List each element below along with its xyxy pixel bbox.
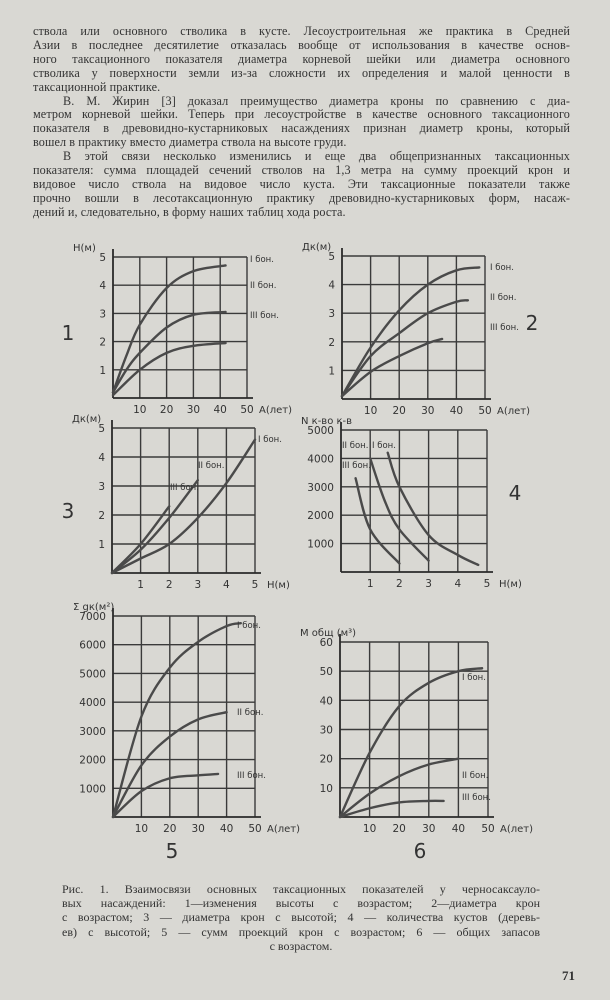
y-tick-label: 7000 (79, 611, 106, 623)
chart-panel-1 (62, 243, 292, 416)
x-tick-label: 30 (422, 823, 436, 835)
body-line: таксационной практике. (33, 79, 161, 94)
x-tick-label: 50 (248, 823, 262, 835)
panel-number: 3 (61, 499, 75, 523)
x-tick-label: 40 (449, 405, 464, 417)
panel-number: 6 (413, 839, 427, 863)
x-tick-label: 50 (481, 823, 495, 835)
chart-panel-5 (73, 602, 300, 863)
series-label: I бон. (237, 621, 261, 631)
body-line: стволика у поверхности земли из-за сложности их определения и малой ценности в (33, 65, 570, 80)
body-line: ного таксационного показателя диаметра корневой шейки или диаметра основного (33, 51, 570, 66)
series-label: III бон. (462, 793, 491, 803)
series-label: III бон. (237, 771, 266, 781)
body-line: показателя в древовидно-кустарниковых насаждениях признан диаметр кроны, который (33, 121, 570, 136)
x-tick-label: 4 (454, 578, 462, 590)
body-line: видовое число ствола на видовое число куста. Эти таксационные показатели также (33, 176, 570, 191)
x-tick-label: 10 (363, 405, 378, 417)
body-line: В. М. Жирин [3] доказал преимущество диаметра кроны по сравнению с диа- (63, 93, 570, 108)
y-tick-label: 1 (99, 364, 106, 377)
y-axis-label: Дк(м) (72, 414, 102, 425)
series-label: II бон. (250, 281, 277, 291)
panel-number: 1 (61, 321, 75, 345)
chart-panel-3 (62, 414, 290, 591)
x-tick-label: 30 (186, 404, 201, 416)
y-tick-label: 2 (328, 336, 335, 349)
y-tick-label: 50 (319, 666, 333, 679)
x-tick-label: 1 (366, 578, 374, 590)
y-tick-label: 5000 (307, 425, 334, 437)
panel-number: 4 (508, 481, 522, 505)
series-line (113, 265, 226, 392)
y-tick-label: 4000 (307, 453, 334, 466)
chart-panel-6 (300, 628, 533, 863)
x-tick-label: 20 (392, 405, 406, 417)
body-line: прочно вошли в лесотаксационную практику древовидно-кустарниковых форм, насаж- (33, 190, 570, 205)
y-tick-label: 5 (99, 252, 106, 264)
x-tick-label: 2 (165, 579, 173, 591)
y-tick-label: 1000 (79, 783, 106, 796)
x-tick-label: 2 (396, 578, 403, 590)
body-line: дений и, следовательно, в форму наших таблиц хода роста. (33, 204, 346, 219)
series-label: III бон. (250, 311, 279, 321)
y-tick-label: 4 (99, 280, 106, 293)
x-axis-label: A(лет) (267, 824, 301, 835)
y-tick-label: 2 (98, 510, 105, 522)
series-label: I бон. (462, 673, 486, 683)
caption-line: с возрастом; 3 — диаметра крон с высотой; 4 — количества кустов (деревь- (62, 910, 540, 925)
x-tick-label: 5 (483, 578, 491, 590)
caption-line: Рис. 1. Взаимосвязи основных таксационных показателей у черносаксауло- (62, 882, 540, 896)
x-tick-label: 3 (194, 579, 202, 591)
y-axis-label: M общ (м³) (300, 628, 357, 639)
x-axis-label: H(м) (499, 579, 522, 590)
series-line (342, 300, 468, 396)
series-label: I бон. (372, 441, 396, 451)
body-line: ствола или основного стволика в кусте. Лесоустроительная же практика в Средней (33, 24, 570, 38)
y-tick-label: 1 (328, 365, 335, 378)
y-tick-label: 3 (98, 481, 105, 493)
y-tick-label: 2000 (79, 754, 106, 767)
series-label: II бон. (462, 771, 489, 781)
x-tick-label: 10 (133, 404, 147, 416)
y-tick-label: 2 (99, 336, 106, 349)
y-tick-label: 3 (328, 308, 335, 321)
x-axis-label: A(лет) (497, 406, 531, 417)
y-tick-label: 1 (98, 539, 105, 551)
x-tick-label: 40 (451, 823, 466, 835)
x-tick-label: 10 (362, 823, 377, 835)
x-tick-label: 1 (137, 579, 144, 591)
y-axis-label: Дк(м) (302, 242, 332, 253)
y-axis-label: H(м) (73, 243, 96, 254)
series-line (113, 343, 226, 395)
series-line (113, 774, 218, 817)
y-tick-label: 20 (319, 753, 333, 766)
body-line: Азии в последнее десятилетие отказалась вообще от использования в качестве основ- (33, 37, 570, 52)
series-label: I бон. (258, 435, 282, 445)
y-tick-label: 5 (328, 251, 335, 263)
y-tick-label: 2000 (307, 510, 334, 523)
caption-line: вых насаждений: 1—изменения высоты с возрастом; 2—диаметра крон (62, 896, 540, 911)
series-line (388, 453, 479, 565)
y-tick-label: 30 (319, 724, 333, 737)
body-line: показателя: сумма площадей сечений стволов на 1,3 метра на сумму проекций крон и (33, 163, 570, 177)
y-tick-label: 3000 (79, 725, 106, 738)
body-line: метром корневой шейки. Теперь при лесоустройстве в качестве основного таксационного (33, 107, 570, 122)
x-tick-label: 50 (478, 405, 492, 417)
y-tick-label: 4 (328, 279, 335, 292)
y-tick-label: 5000 (79, 668, 106, 681)
body-line: В этой связи несколько изменились и еще два общепризнанных таксационных (63, 149, 570, 164)
series-line (340, 668, 482, 817)
panel-number: 2 (525, 311, 539, 335)
y-tick-label: 4 (98, 452, 105, 464)
x-tick-label: 20 (163, 823, 177, 835)
series-label: II бон. (198, 461, 225, 471)
x-tick-label: 4 (223, 579, 230, 591)
body-line: вошел в практику вместо диаметра ствола на высоте груди. (33, 135, 347, 150)
series-label: I бон. (490, 263, 514, 273)
x-axis-label: H(м) (267, 580, 290, 591)
x-tick-label: 3 (425, 578, 432, 590)
y-tick-label: 1000 (307, 538, 334, 551)
y-axis-label: N к-во к-в (301, 416, 353, 427)
x-tick-label: 20 (392, 823, 406, 835)
y-axis-label: Σ gк(м²) (73, 602, 115, 613)
x-axis-label: A(лет) (259, 405, 293, 416)
x-tick-label: 20 (159, 404, 174, 416)
series-label: III бон. (170, 483, 199, 493)
x-tick-label: 10 (134, 823, 149, 835)
y-tick-label: 60 (319, 637, 333, 649)
series-label: I бон. (250, 255, 274, 265)
panel-number: 5 (165, 839, 179, 863)
x-tick-label: 30 (421, 405, 435, 417)
chart-panel-2 (302, 242, 538, 417)
series-label: II бон. (490, 293, 517, 303)
y-tick-label: 3000 (307, 481, 334, 494)
x-tick-label: 40 (213, 404, 227, 416)
caption-line: ев) с высотой; 5 — сумм проекций крон с возрастом; 6 — общих запасов (62, 924, 540, 939)
chart-panel-4 (301, 416, 522, 590)
caption-line: с возрастом. (269, 938, 333, 953)
series-label: II бон. (342, 441, 369, 451)
x-tick-label: 5 (251, 579, 259, 591)
series-label: II бон. (237, 708, 264, 718)
y-tick-label: 3 (99, 308, 106, 321)
y-tick-label: 40 (319, 695, 333, 708)
x-tick-label: 40 (219, 823, 234, 835)
page-number: 71 (562, 968, 575, 983)
x-axis-label: A(лет) (500, 824, 534, 835)
x-tick-label: 50 (240, 404, 254, 416)
y-tick-label: 5 (98, 423, 105, 435)
series-label: III бон. (342, 461, 371, 471)
x-tick-label: 30 (191, 823, 205, 835)
y-tick-label: 6000 (79, 639, 106, 652)
y-tick-label: 10 (319, 782, 333, 795)
series-label: III бон. (490, 323, 519, 333)
y-tick-label: 4000 (79, 697, 106, 710)
